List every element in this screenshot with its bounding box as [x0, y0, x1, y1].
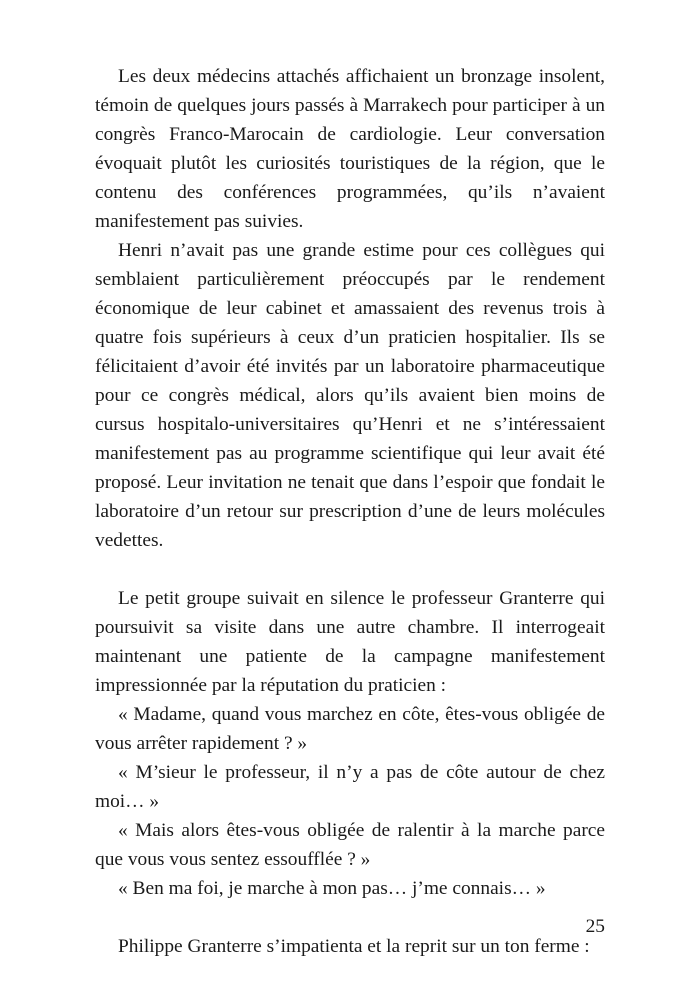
dialogue-line: « Ben ma foi, je marche à mon pas… j’me connais… » — [118, 878, 546, 899]
paragraph-gap — [95, 903, 605, 932]
paragraph: Philippe Granterre s’impatienta et la reprit sur un ton ferme : — [118, 936, 590, 957]
page-body — [95, 62, 605, 961]
page-number: 25 — [585, 916, 605, 937]
dialogue-line: « Mais alors êtes-vous obligée de ralentir à la marche parce que vous vous sentez essoufflée ? » — [95, 820, 605, 870]
dialogue-line: « M’sieur le professeur, il n’y a pas de côte autour de chez moi… » — [95, 762, 605, 812]
paragraph: Les deux médecins attachés affichaient un bronzage insolent, témoin de quelques jours passés à Marrakech pour participer à un congrès Franco-Marocain de cardiologie. Leur conversation évoquait plutôt les curiosités touristiques de la région, que le contenu des conférences programmées, qu’ils n’avaient manifestement pas suivies. — [95, 66, 605, 232]
paragraph: Le petit groupe suivait en silence le professeur Granterre qui poursuivit sa visite dans une autre chambre. Il interrogeait maintenant une patiente de la campagne manifestement impressionnée par la réputation du praticien : — [95, 588, 605, 696]
paragraph: Henri n’avait pas une grande estime pour ces collègues qui semblaient particulièrement préoccupés par le rendement économique de leur cabinet et amassaient des revenus trois à quatre fois supérieurs à ceux d’un praticien hospitalier. Ils se félicitaient d’avoir été invités par un laboratoire pharmaceutique pour ce congrès médical, alors qu’ils avaient bien moins de cursus hospitalo-universitaires qu’Henri et ne s’intéressaient manifestement pas au programme scientifique qui leur avait été proposé. Leur invitation ne tenait que dans l’espoir que fondait le laboratoire d’un retour sur prescription d’une de leurs molécules vedettes. — [95, 240, 605, 551]
dialogue-line: « Madame, quand vous marchez en côte, êtes-vous obligée de vous arrêter rapidement ? » — [95, 704, 605, 754]
paragraph-gap — [95, 555, 605, 584]
